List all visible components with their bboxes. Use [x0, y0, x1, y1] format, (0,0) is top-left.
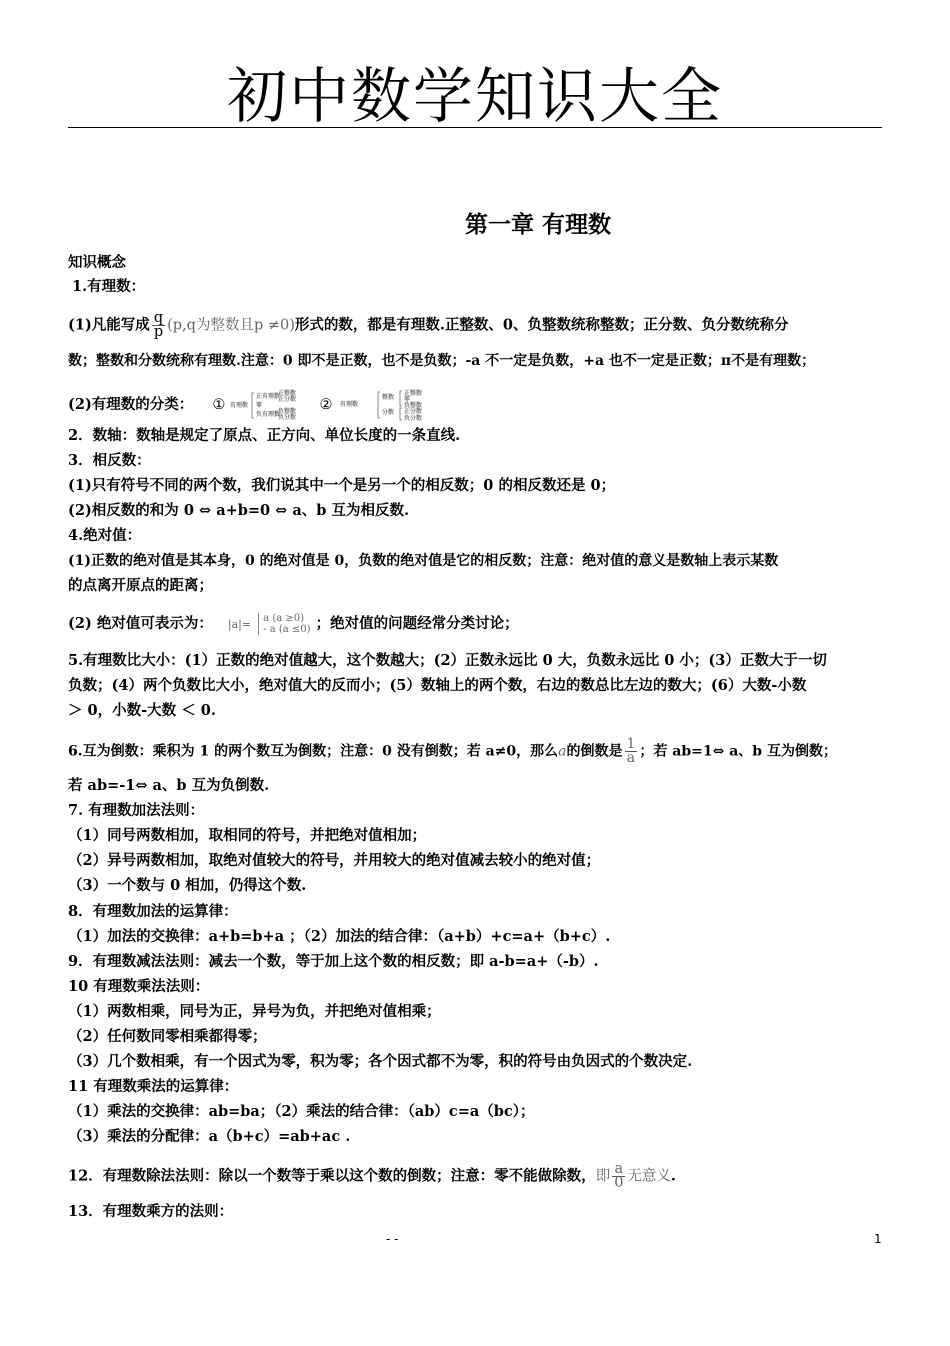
diagram-text: 分数 — [381, 409, 394, 416]
diagram-text: 零 — [403, 396, 410, 403]
text-line: 2．数轴：数轴是规定了原点、正方向、单位长度的一条直线. — [68, 427, 461, 444]
classification-line — [68, 389, 884, 421]
page-number: 1 — [874, 1232, 882, 1246]
fraction-q-over-p — [152, 312, 165, 339]
fraction-numerator: 1 — [626, 736, 636, 752]
diagram-text: 负整数 — [403, 402, 422, 409]
fraction-denominator: a — [626, 750, 636, 766]
text-line: 负数；(4）两个负数比大小，绝对值大的反而小；(5）数轴上的两个数，右边的数总比左边的数大；(6）大数-小数 — [68, 677, 807, 694]
fraction-denominator: 0 — [614, 1175, 624, 1191]
text-line: (2)相反数的和为 0 ⇔ a+b=0 ⇔ a、b 互为相反数. — [68, 502, 409, 519]
abs-lhs: |a|= — [227, 618, 252, 631]
text-line: （1）乘法的交换律：ab=ba；（2）乘法的结合律：（ab）c=a（bc）； — [68, 1103, 535, 1120]
circled-one: ① — [212, 397, 226, 413]
text-span: (2) 绝对值可表示为： — [68, 615, 213, 632]
text-line: 5.有理数比大小：(1）正数的绝对值越大，这个数越大；(2）正数永远比 0 大，负数永远比 0 小；(3）正数大于一切 — [68, 652, 827, 669]
fraction-numerator: q — [153, 310, 164, 326]
text-line: （1）同号两数相加，取相同的符号，并把绝对值相加； — [68, 827, 427, 844]
text-line: 9．有理数减法法则：减去一个数，等于加上这个数的相反数；即 a-b=a+（-b）. — [68, 953, 599, 970]
text-span: 的倒数是 — [566, 743, 623, 760]
text-line: （2）任何数同零相乘都得零； — [68, 1028, 267, 1045]
condition-text: (p,q为整数且p ≠0) — [167, 317, 295, 334]
classification-diagram-1 — [230, 390, 297, 421]
text-span: 无意义 — [627, 1168, 671, 1185]
text-line: （1）两数相乘，同号为正，异号为负，并把绝对值相乘； — [68, 1003, 441, 1020]
diagram-text: 整数 — [381, 394, 394, 401]
text-line: ＞ 0，小数-大数 ＜ 0. — [68, 702, 216, 719]
text-span: 形式的数，都是有理数.正整数、0、负整数统称整数；正分数、负分数统称分 — [294, 316, 789, 334]
piecewise-case: - a (a ≤0) — [263, 624, 311, 635]
text-span: 6.互为倒数：乘积为 1 的两个数互为倒数；注意：0 没有倒数；若 a≠0，那么 — [68, 743, 559, 760]
text-span: (2)有理数的分类： — [68, 396, 194, 413]
text-line: 8．有理数加法的运算律： — [68, 903, 238, 920]
text-span: ；若 ab=1⇔ a、b 互为倒数； — [639, 743, 837, 760]
fraction-denominator: p — [153, 324, 164, 340]
diagram-text: 有理数 — [230, 402, 249, 409]
absolute-value-line — [68, 613, 884, 635]
text-line: 的点离开原点的距离； — [68, 577, 213, 594]
section-label: 知识概念 — [68, 254, 126, 271]
diagram-text: 零 — [256, 402, 263, 409]
text-span: . — [670, 1167, 676, 1185]
text-line: 若 ab=-1⇔ a、b 互为负倒数. — [68, 777, 270, 794]
fraction-one-over-a — [625, 738, 638, 765]
text-span: 12．有理数除法法则：除以一个数等于乘以这个数的倒数；注意：零不能做除数， — [68, 1167, 596, 1185]
text-line: (1)只有符号不同的两个数，我们说其中一个是另一个的相反数；0 的相反数还是 0； — [68, 477, 616, 494]
text-span: ；绝对值的问题经常分类讨论； — [315, 615, 519, 632]
circled-two: ② — [319, 397, 333, 413]
text-span: 即 — [595, 1168, 611, 1185]
text-span: (1)凡能写成 — [68, 316, 150, 334]
variable-a: a — [558, 743, 567, 760]
text-line: （3）乘法的分配律：a（b+c）=ab+ac . — [68, 1128, 351, 1145]
document-title: 初中数学知识大全 — [227, 62, 723, 132]
fraction-a-over-zero — [612, 1163, 625, 1190]
title-underline — [68, 127, 882, 128]
diagram-text: 负整数 — [278, 408, 297, 415]
text-line: 4.绝对值： — [68, 527, 142, 544]
diagram-text: 正整数 — [403, 390, 422, 397]
diagram-text: 正有理数 — [256, 393, 281, 400]
text-line: （2）异号两数相加，取绝对值较大的符号，并用较大的绝对值减去较小的绝对值； — [68, 852, 601, 869]
text-line: 10 有理数乘法法则： — [68, 978, 210, 995]
division-rule-line — [68, 1163, 884, 1190]
diagram-text: 正分数 — [403, 408, 422, 415]
chapter-heading: 第一章 有理数 — [464, 211, 611, 238]
diagram-text: 负分数 — [278, 414, 297, 421]
diagram-text: 有理数 — [339, 401, 358, 408]
text-line: 数；整数和分数统称有理数.注意：0 即不是正数，也不是负数；-a 不一定是负数，+a 也不一定是正数；π不是有理数； — [68, 353, 816, 369]
text-line: 1.有理数： — [72, 278, 146, 295]
text-line — [68, 312, 884, 339]
text-line: 13．有理数乘方的法则： — [68, 1203, 234, 1220]
text-line: 7. 有理数加法法则： — [68, 802, 205, 819]
diagram-text: 正整数 — [278, 390, 297, 397]
text-line: (1)正数的绝对值是其本身，0 的绝对值是 0，负数的绝对值是它的相反数；注意：绝对值的意义是数轴上表示某数 — [68, 553, 779, 569]
text-line: （1）加法的交换律：a+b=b+a ；（2）加法的结合律：（a+b）+c=a+（b+c）. — [68, 928, 611, 945]
fraction-numerator: a — [612, 1163, 625, 1177]
piecewise-case: a (a ≥0) — [263, 613, 304, 624]
diagram-text: 负有理数 — [256, 411, 281, 418]
text-line: （3）几个数相乘，有一个因式为零，积为零；各个因式都不为零，积的符号由负因式的个数决定. — [68, 1053, 693, 1070]
text-line: （3）一个数与 0 相加，仍得这个数. — [68, 877, 307, 894]
text-line: 11 有理数乘法的运算律： — [68, 1078, 239, 1095]
classification-diagram-2 — [338, 389, 428, 421]
piecewise-cases — [258, 613, 310, 635]
footer-center: - - — [386, 1232, 399, 1246]
diagram-text: 负分数 — [403, 415, 422, 422]
reciprocal-line — [68, 738, 884, 765]
diagram-text: 正分数 — [278, 396, 297, 403]
text-line: 3．相反数： — [68, 452, 151, 469]
